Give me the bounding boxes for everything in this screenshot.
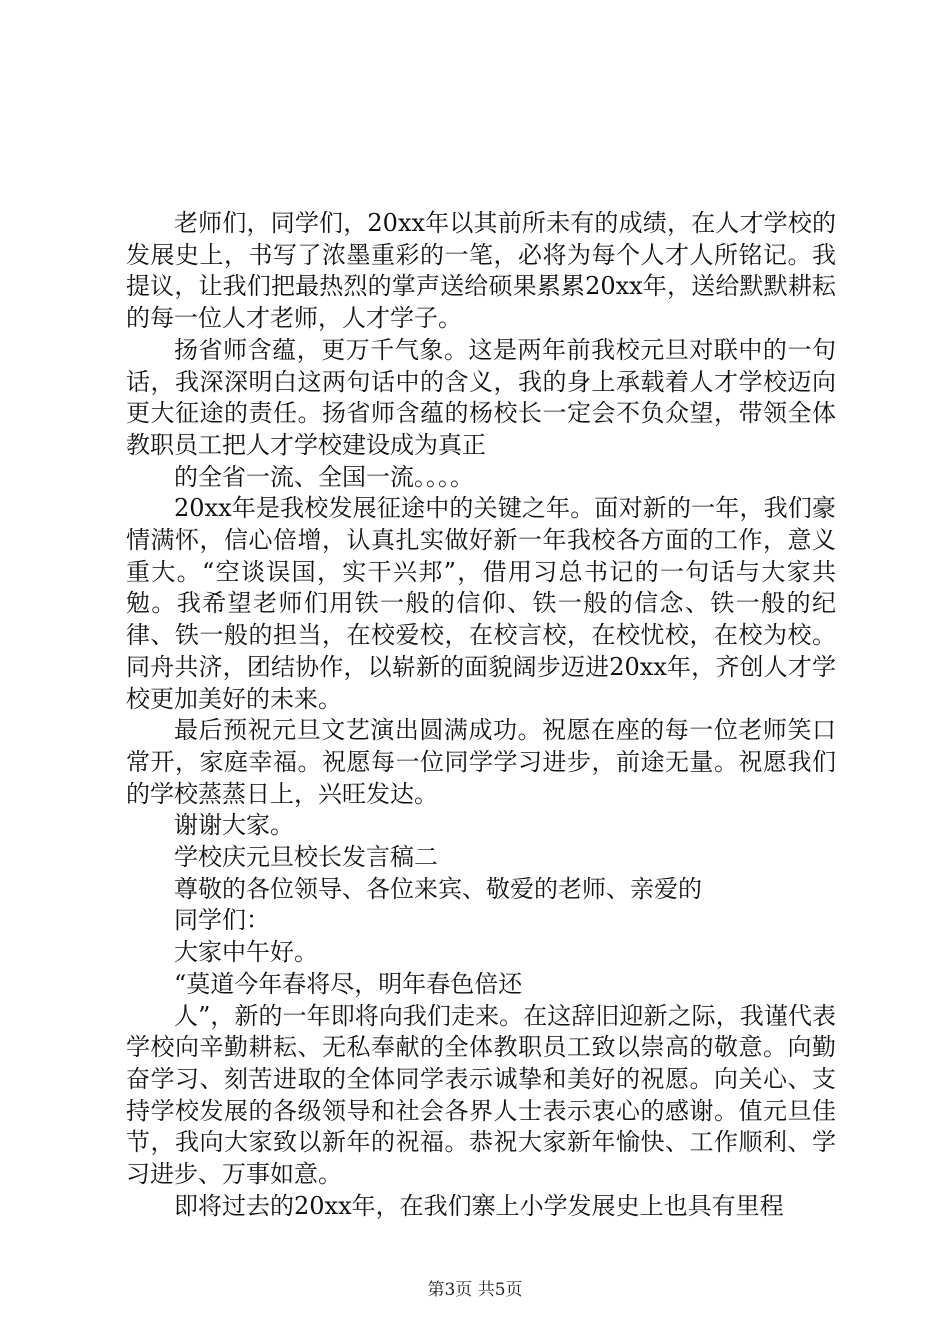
- page-number: 第3页 共5页: [427, 1280, 523, 1300]
- paragraph-3: 的全省一流、全国一流。。。。: [174, 462, 474, 491]
- greeting: 大家中午好。: [174, 938, 318, 967]
- paragraph-5: 最后预祝元旦文艺演出圆满成功。祝愿在座的每一位老师笑口常开，家庭幸福。祝愿每一位同学学习进步，前途无量。祝愿我们的学校蒸蒸日上，兴旺发达。: [126, 716, 836, 808]
- document-body: [126, 208, 836, 1223]
- paragraph-2: 扬省师含蕴，更万千气象。这是两年前我校元旦对联中的一句话，我深深明白这两句话中的含义，我的身上承载着人才学校迈向更大征途的责任。扬省师含蕴的杨校长一定会不负众望，带领全体教职员工把人才学校建设成为真正: [126, 335, 836, 459]
- section-title: 学校庆元旦校长发言稿二: [174, 843, 438, 872]
- paragraph-8: 即将过去的20xx年，在我们寨上小学发展史上也具有里程: [174, 1191, 784, 1220]
- salutation-line-2: 同学们：: [174, 906, 270, 935]
- paragraph-4: 20xx年是我校发展征途中的关键之年。面对新的一年，我们豪情满怀，信心倍增，认真扎实做好新一年我校各方面的工作，意义重大。“空谈误国，实干兴邦”，借用习总书记的一句话与大家共勉。我希望老师们用铁一般的信仰、铁一般的信念、铁一般的纪律、铁一般的担当，在校爱校，在校言校，在校忧校，在校为校。同舟共济，团结协作，以崭新的面貌阔步迈进20xx年，齐创人才学校更加美好的未来。: [126, 494, 836, 713]
- paragraph-1: 老师们，同学们，20xx年以其前所未有的成绩，在人才学校的发展史上，书写了浓墨重彩的一笔，必将为每个人才人所铭记。我提议，让我们把最热烈的掌声送给硕果累累20xx年，送给默默耕耘的每一位人才老师，人才学子。: [126, 209, 836, 333]
- quote-line: “莫道今年春将尽，明年春色倍还: [174, 969, 523, 998]
- paragraph-6: 谢谢大家。: [174, 811, 294, 840]
- paragraph-7: 人”，新的一年即将向我们走来。在这辞旧迎新之际，我谨代表学校向辛勤耕耘、无私奉献的全体教职员工致以崇高的敬意。向勤奋学习、刻苦进取的全体同学表示诚挚和美好的祝愿。向关心、支持学校发展的各级领导和社会各界人士表示衷心的感谢。值元旦佳节，我向大家致以新年的祝福。恭祝大家新年愉快、工作顺利、学习进步、万事如意。: [126, 1001, 836, 1189]
- salutation-line-1: 尊敬的各位领导、各位来宾、敬爱的老师、亲爱的: [174, 874, 702, 903]
